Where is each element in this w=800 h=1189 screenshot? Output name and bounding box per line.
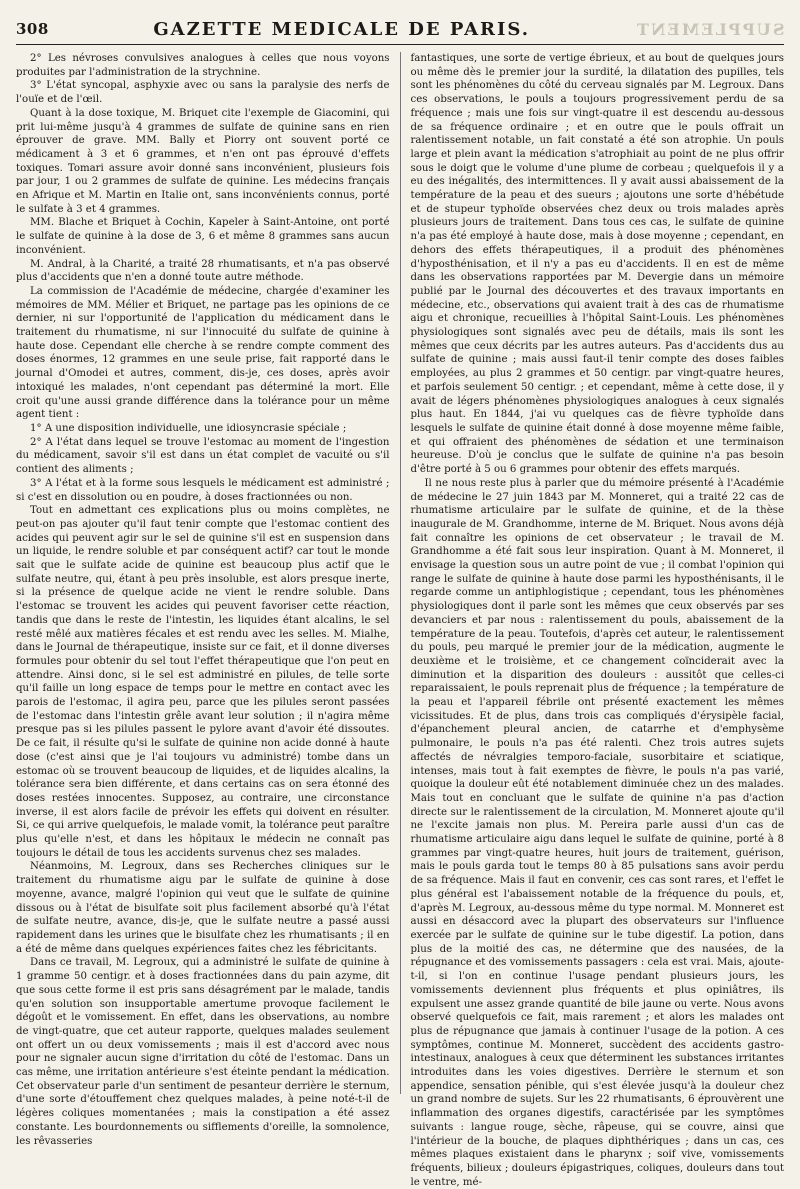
paragraph: 1° A une disposition individuelle, une idiosyncrasie spéciale ;	[30, 422, 347, 434]
page-header	[16, 14, 784, 45]
paragraph: MM. Blache et Briquet à Cochin, Kapeler à Saint-Antoine, ont porté le sulfate de quinine à la dose de 3, 6 et même 8 grammes sans aucun inconvénient.	[16, 217, 390, 256]
bleed-through-text: SUPPLEMENT	[634, 19, 784, 39]
paragraph: Dans ce travail, M. Legroux, qui a administré le sulfate de quinine à 1 gramme 50 centigr. et à doses fractionnées dans du pain azyme, dit que sous cette forme il est pris sans désagrément par le malade, tandis qu'en solution son insupportable amertume provoque facilement le dégoût et le vomissement. En effet, dans les observations, au nombre de vingt-quatre, que cet auteur rapporte, quelques malades seulement ont offert un ou deux vomissements ; mais il est d'accord avec nous pour ne signaler aucun signe d'irritation du côté de l'estomac. Dans un cas même, une irritation antérieure s'est éteinte pendant la médication. Cet observateur parle d'un sentiment de pesanteur derrière le sternum, d'une sorte d'étouffement chez quelques malades, à peine noté-t-il de légères coliques momentanées ; mais la constipation a été assez constante. Les bourdonnements ou sifflements d'oreille, la somnolence, les rêvasseries	[16, 957, 390, 1147]
paragraph: 3° A l'état et à la forme sous lesquels le médicament est administré ; si c'est en dissolution ou en poudre, à doses fractionnées ou non.	[16, 477, 390, 503]
paragraph: Tout en admettant ces explications plus ou moins complètes, ne peut-on pas ajouter qu'il faut tenir compte que l'estomac contient des acides qui peuvent agir sur le sel de quinine s'il est en suspension dans un liquide, le rendre soluble et par conséquent actif? car tout le monde sait que le sulfate acide de quinine est beaucoup plus actif que le sulfate neutre, qui, étant à peu près insoluble, est alors presque inerte, si la présence de quelque acide ne vient le rendre soluble. Dans l'estomac se trouvent les acides qui peuvent favoriser cette réaction, tandis que dans le reste de l'intestin, les liquides étant alcalins, le sel resté mêlé aux matières fécales et est rendu avec les selles. M. Mialhe, dans le Journal de thérapeutique, insiste sur ce fait, et il donne diverses formules pour obtenir du sel tout l'effet thérapeutique que l'on peut en attendre. Ainsi donc, si le sel est administré en pilules, de telle sorte qu'il faille un long espace de temps pour le mettre en contact avec les parois de l'estomac, il agira peu, parce que les pilules seront passées de l'estomac dans l'intestin grêle avant leur solution ; il n'agira même presque pas si les pilules passent le pylore avant d'avoir été dissoutes. De ce fait, il résulte qu'si le sulfate de quinine non acide donné à haute dose (c'est ainsi que je l'ai toujours vu administré) tombe dans un estomac où se trouvent beaucoup de liquides, et de liquides alcalins, la tolérance sera bien différente, et dans certains cas on sera étonné des doses restées innocentes. Supposez, au contraire, une circonstance inverse, il est alors facile de prévoir les effets qui doivent en résulter. Si, ce qui arrive quelquefois, le malade vomit, la tolérance peut paraître plus qu'elle n'est, et dans les hôpitaux le médecin ne connaît pas toujours le détail de tous les accidents survenus chez ses malades.	[16, 505, 390, 859]
paragraph: La commission de l'Académie de médecine, chargée d'examiner les mémoires de MM. Mélier et Briquet, ne partage pas les opinions de ce dernier, ni sur l'opportunité de l'application du médicament dans le traitement du rhumatisme, ni sur l'innocuité du sulfate de quinine à haute dose. Cependant elle cherche à se rendre compte comment des doses énormes, 12 grammes en une seule prise, fait rapporté dans le journal d'Omodei et autres, comment, dis-je, ces doses, après avoir intoxiqué les malades, n'ont cependant pas déterminé la mort. Elle croit qu'une aussi grande différence dans la tolérance pour un même agent tient :	[16, 285, 390, 421]
column-divider	[400, 52, 401, 1094]
paragraph: Il ne nous reste plus à parler que du mémoire présenté à l'Académie de médecine le 27 juin 1843 par M. Monneret, qui a traité 22 cas de rhumatisme articulaire par le sulfate de quinine, et de la thèse inaugurale de M. Grandhomme, interne de M. Briquet. Nous avons déjà fait connaître les opinions de cet observateur ; le travail de M. Grandhomme a été fait sous leur inspiration. Quant à M. Monneret, il envisage la question sous un autre point de vue ; il combat l'opinion qui range le sulfate de quinine à haute dose parmi les hyposthénisants, il le regarde comme un antiphlogistique ; cependant, tous les phénomènes physiologiques dont il parle sont les mêmes que ceux observés par ses devanciers et par nous : ralentissement du pouls, abaissement de la température de la peau. Toutefois, d'après cet auteur, le ralentissement du pouls, peu marqué le premier jour de la médication, augmente le deuxième et le troisième, et ce changement coïnciderait avec la diminution et la disparition des douleurs : aussitôt que celles-ci reparaissaient, le pouls reprenait plus de fréquence ; la température de la peau et l'appareil fébrile ont présenté exactement les mêmes vicissitudes. Et de plus, dans trois cas compliqués d'érysipèle facial, d'épanchement pleural ancien, de catarrhe et d'emphysème pulmonaire, le pouls n'a pas été ralenti. Chez trois autres sujets affectés de névralgies temporo-faciale, susorbitaire et sciatique, intenses, mais tout à fait exemptes de fièvre, le pouls n'a pas varié, quoique la douleur eût été notablement diminuée chez un des malades. Mais tout en concluant que le sulfate de quinine n'a pas d'action directe sur le ralentissement de la circulation, M. Monneret ajoute qu'il ne l'excite jamais non plus. M. Pereira parle aussi d'un cas de rhumatisme articulaire aigu dans lequel le sulfate de quinine, porté à 8 grammes par vingt-quatre heures, huit jours de traitement, guérison, mais le pouls garda tout le temps 80 à 85 pulsations sans avoir perdu de sa fréquence. Mais il faut en convenir, ces cas sont rares, et l'effet le plus général est l'abaissement notable de la fréquence du pouls, et, d'après M. Legroux, au-dessous même du type normal. M. Monneret est aussi en désaccord avec la plupart des observateurs sur l'influence exercée par le sulfate de quinine sur le tube digestif. La potion, dans plus de la moitié des cas, ne détermine que des nausées, de la répugnance et des vomissements passagers : cela est vrai. Mais, ajoute-t-il, si l'on en continue l'usage pendant plusieurs jours, les vomissements deviennent plus fréquents et plus opiniâtres, ils expulsent une assez grande quantité de bile jaune ou verte. Nous avons observé quelquefois ce fait, mais rarement ; et alors les malades ont plus de répugnance que jamais à continuer l'usage de la potion. A ces symptômes, continue M. Monneret, succèdent des accidents gastro-intestinaux, analogues à ceux que déterminent les substances irritantes introduites dans les voies digestives. Derrière le sternum et son appendice, sensation pénible, qui s'est élevée jusqu'à la douleur chez un grand nombre de sujets. Sur les 22 rhumatisants, 6 éprouvèrent une inflammation des organes digestifs, caractérisée par les symptômes suivants : langue rouge, sèche, râpeuse, qui se couvre, ainsi que l'intérieur de la bouche, de plaques diphthériques ; dans un cas, ces mêmes plaques existaient dans le pharynx ; soif vive, vomissements fréquents, bilieux ; douleurs épigastriques, coliques, douleurs dans tout le ventre, mé-	[410, 477, 784, 1188]
paragraph: Néanmoins, M. Legroux, dans ses Recherches cliniques sur le traitement du rhumatisme aigu par le sulfate de quinine à dose moyenne, avance, malgré l'opinion qui veut que le sulfate de quinine dissous ou à l'état de bisulfate soit plus facilement absorbé qu'à l'état de sulfate neutre, avance, dis-je, que le sulfate neutre a passé aussi rapidement dans les urines que le bisulfate chez les rhumatisants ; il en a été de même dans quelques expériences faites chez les fébricitants.	[16, 861, 390, 955]
paragraph: M. Andral, à la Charité, a traité 28 rhumatisants, et n'a pas observé plus d'accidents que n'en a donné toute autre méthode.	[16, 258, 390, 284]
paragraph: 2° Les névroses convulsives analogues à celles que nous voyons produites par l'administration de la strychnine.	[16, 53, 390, 78]
right-column	[410, 52, 785, 1188]
left-column	[16, 52, 390, 1147]
paragraph: 2° A l'état dans lequel se trouve l'estomac au moment de l'ingestion du médicament, savoir s'il est dans un état complet de vacuité ou s'il contient des aliments ;	[16, 436, 390, 476]
page-number: 308	[16, 20, 49, 38]
paragraph: 3° L'état syncopal, asphyxie avec ou sans la paralysie des nerfs de l'ouïe et de l'œil.	[16, 80, 390, 106]
paragraph: fantastiques, une sorte de vertige ébrieux, et au bout de quelques jours ou même dès le premier jour la surdité, la dilatation des pupilles, tels sont les phénomènes du côté du cerveau signalés par M. Legroux. Dans ces observations, le pouls a toujours progressivement perdu de sa fréquence ; mais une fois sur vingt-quatre il est descendu au-dessous de sa fréquence ordinaire ; et en outre que le pouls offrait un ralentissement notable, un fait constaté a été son atrophie. Un pouls large et plein avant la médication s'atrophiait au point de ne plus offrir sous le doigt que le volume d'une plume de corbeau ; quelquefois il y a eu des inégalités, des intermittences. Il y avait aussi abaissement de la température de la peau et des sueurs ; ajoutons une sorte d'hébétude et de stupeur typhoïde observées chez deux ou trois malades après plusieurs jours de traitement. Dans tous ces cas, le sulfate de quinine n'a pas été employé à haute dose, mais à dose moyenne ; cependant, en dehors des effets thérapeutiques, il a produit des phénomènes d'hyposthénisation, et il n'y a pas eu d'accidents. Il en est de même dans les observations rapportées par M. Devergie dans un mémoire publié par le Journal des découvertes et des travaux importants en médecine, etc., observations qui avaient trait à des cas de rhumatisme aigu et chronique, recueillies à l'hôpital Saint-Louis. Les phénomènes physiologiques sont signalés avec peu de détails, mais ils sont les mêmes que ceux décrits par les autres auteurs. Pas d'accidents dus au sulfate de quinine ; mais aussi faut-il tenir compte des doses faibles employées, au plus 2 grammes et 50 centigr. par vingt-quatre heures, et parfois seulement 50 centigr. ; et cependant, même à cette dose, il y avait de légers phénomènes physiologiques analogues à ceux signalés plus haut. En 1844, j'ai vu quelques cas de fièvre typhoïde dans lesquels le sulfate de quinine était donné à dose moyenne même faible, et qui offraient des phénomènes de sédation et une terminaison heureuse. D'où je conclus que le sulfate de quinine n'a pas besoin d'être porté à 5 ou 6 grammes pour obtenir des effets marqués.	[410, 53, 784, 476]
journal-title: GAZETTE MEDICALE DE PARIS.	[153, 18, 531, 40]
article-columns	[16, 52, 784, 1188]
paragraph: Quant à la dose toxique, M. Briquet cite l'exemple de Giacomini, qui prit lui-même jusqu'à 4 grammes de sulfate de quinine sans en rien éprouver de grave. MM. Bally et Piorry ont souvent porté ce médicament à 3 et 6 grammes, et n'en ont pas éprouvé d'effets toxiques. Tomari assure avoir donné sans inconvénient, plusieurs fois par jour, 1 ou 2 grammes de sulfate de quinine. Les médecins français en Afrique et M. Martin en Italie ont, sans inconvénients connus, porté le sulfate à 3 et 4 grammes.	[16, 107, 390, 215]
